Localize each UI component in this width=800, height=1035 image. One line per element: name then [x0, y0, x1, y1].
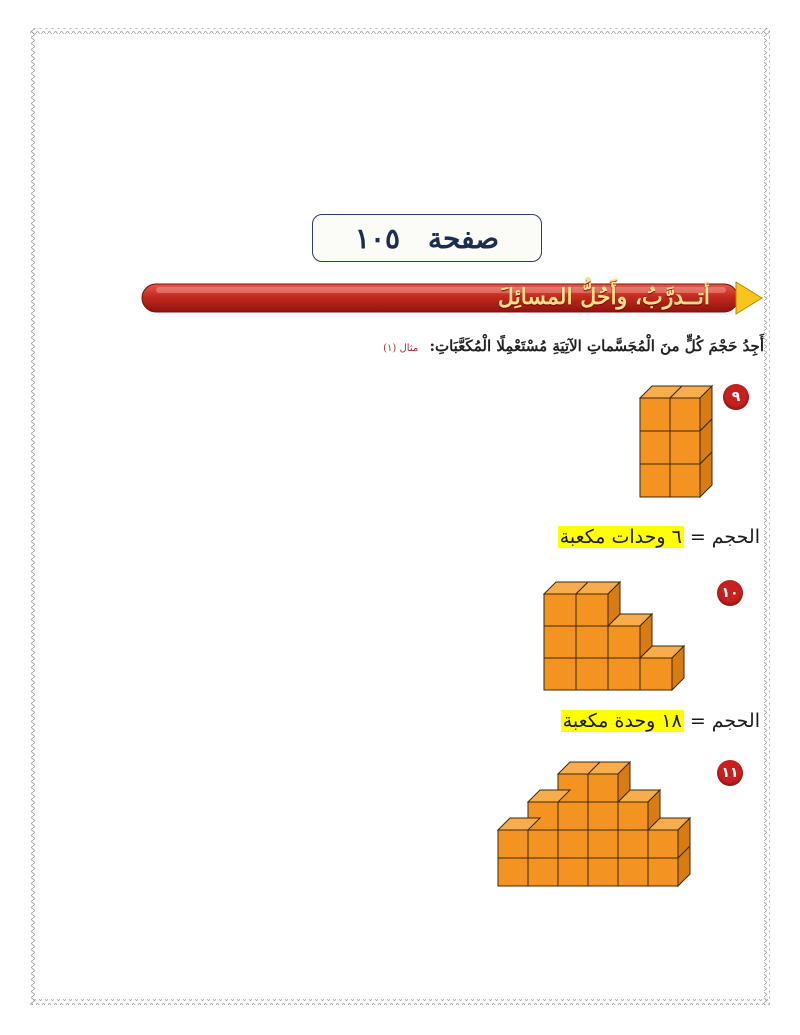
cube-figure-10 [540, 580, 705, 695]
problem-number-badge: ١٠ [717, 580, 743, 606]
answer-line-10 [520, 710, 760, 732]
example-reference: مثال (١) [383, 343, 419, 354]
cube-figure-11 [494, 760, 714, 910]
answer-equals: = [689, 710, 706, 732]
answer-value: ٦ وحدات مكعبة [559, 526, 682, 548]
banner-arrow-icon [736, 282, 762, 314]
problem-number-badge: ١١ [717, 760, 743, 786]
instruction-text [190, 337, 764, 355]
answer-label: الحجم [711, 526, 760, 548]
answer-equals: = [689, 526, 706, 548]
answer-line-9 [520, 526, 760, 548]
instruction-main: أَجِدُ حَجْمَ كُلٍّ منَ الْمُجَسَّماتِ الآتِيَةِ مُسْتَعْمِلًا الْمُكَعَّبَاتِ: [429, 337, 764, 355]
section-title: أتــدرَّبُ، وأَحُلُّ المسائِلَ [497, 284, 710, 310]
page-number-label [312, 214, 542, 262]
page-word: صفحة [428, 221, 500, 255]
answer-value: ١٨ وحدة مكعبة [562, 710, 682, 732]
cube-figure-9 [636, 384, 716, 514]
answer-label: الحجم [711, 710, 760, 732]
problem-number-badge: ٩ [723, 384, 749, 410]
page-number: ١٠٥ [354, 221, 401, 255]
